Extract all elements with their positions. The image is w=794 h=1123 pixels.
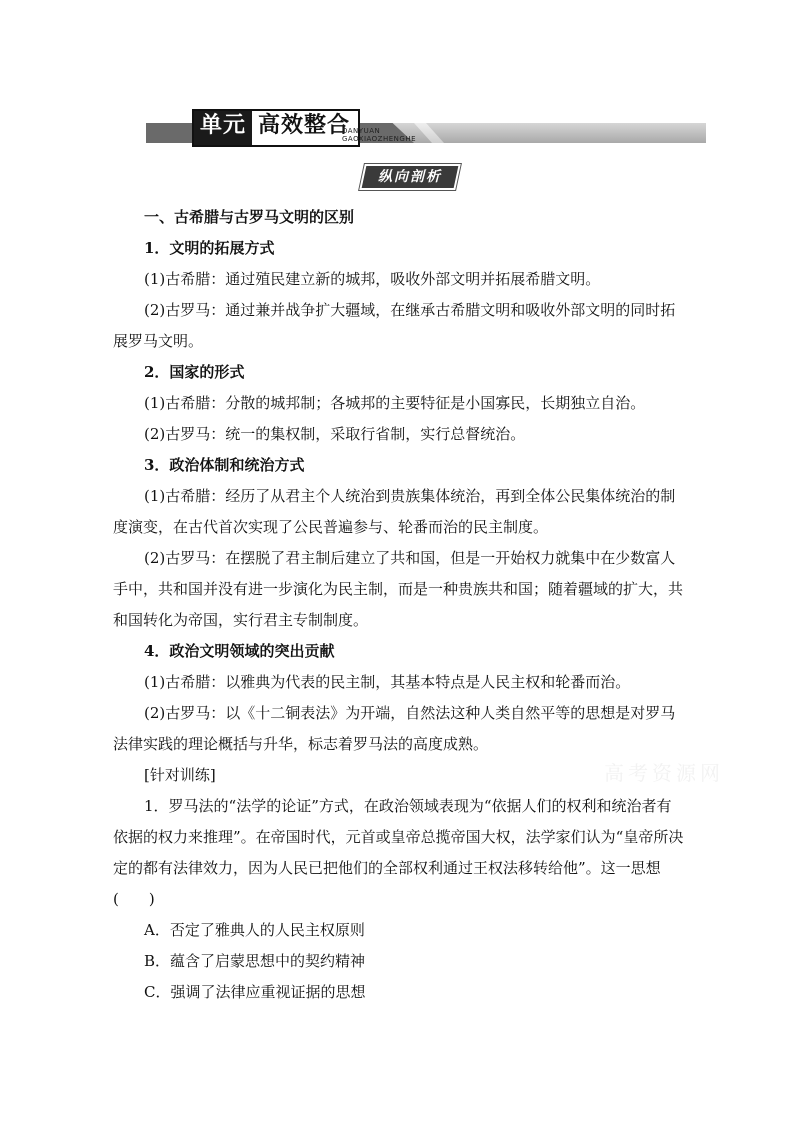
document-body xyxy=(113,202,685,1008)
banner-title-left: 单元 xyxy=(194,111,252,145)
watermark: 高考资源网 xyxy=(604,761,724,785)
paragraph: (2)古罗马：在摆脱了君主制后建立了共和国，但是一开始权力就集中在少数富人手中，共和国并没有进一步演化为民主制，而是一种贵族共和国；随着疆域的扩大，共和国转化为帝国，实行君主专制制度。 xyxy=(113,549,684,629)
option-c[interactable]: C．强调了法律应重视证据的思想 xyxy=(144,983,366,1001)
subheading-1: 1．文明的拓展方式 xyxy=(144,239,275,257)
subheading-3: 3．政治体制和统治方式 xyxy=(144,456,305,474)
section-badge xyxy=(362,166,459,188)
paragraph: (1)古希腊：通过殖民建立新的城邦，吸收外部文明并拓展希腊文明。 xyxy=(144,270,601,288)
section-badge-label: 纵向剖析 xyxy=(378,169,442,185)
question-1: 1．罗马法的“法学的论证”方式，在政治领域表现为“依据人们的权利和统治者有依据的权力来推理”。在帝国时代，元首或皇帝总揽帝国大权，法学家们认为“皇帝所决定的都有法律效力，因为人民已把他们的全部权利通过王权法移转给他”。这一思想( ) xyxy=(113,797,684,908)
unit-banner xyxy=(146,113,706,143)
section-heading: 一、古希腊与古罗马文明的区别 xyxy=(144,208,355,226)
banner-pinyin-line2: GAOXIAOZHENGHE xyxy=(342,135,417,143)
option-a[interactable]: A．否定了雅典人的人民主权原则 xyxy=(144,921,365,939)
banner-title-right: 高效整合 xyxy=(258,113,351,138)
paragraph: (1)古希腊：经历了从君主个人统治到贵族集体统治，再到全体公民集体统治的制度演变，在古代首次实现了公民普遍参与、轮番而治的民主制度。 xyxy=(113,487,676,536)
banner-pinyin xyxy=(342,127,416,143)
paragraph: (2)古罗马：以《十二铜表法》为开端，自然法这种人类自然平等的思想是对罗马法律实践的理论概括与升华，标志着罗马法的高度成熟。 xyxy=(113,704,676,753)
paragraph: (2)古罗马：通过兼并战争扩大疆域，在继承古希腊文明和吸收外部文明的同时拓展罗马文明。 xyxy=(113,301,676,350)
banner-pinyin-line1: DANYUAN xyxy=(342,127,381,135)
option-b[interactable]: B．蕴含了启蒙思想中的契约精神 xyxy=(144,952,366,970)
banner-title xyxy=(192,109,360,147)
paragraph: (1)古希腊：以雅典为代表的民主制，其基本特点是人民主权和轮番而治。 xyxy=(144,673,631,691)
subheading-2: 2．国家的形式 xyxy=(144,363,245,381)
paragraph: (1)古希腊：分散的城邦制；各城邦的主要特征是小国寡民，长期独立自治。 xyxy=(144,394,646,412)
subheading-4: 4．政治文明领域的突出贡献 xyxy=(144,642,335,660)
paragraph: (2)古罗马：统一的集权制，采取行省制，实行总督统治。 xyxy=(144,425,526,443)
training-label: [针对训练] xyxy=(144,766,216,784)
